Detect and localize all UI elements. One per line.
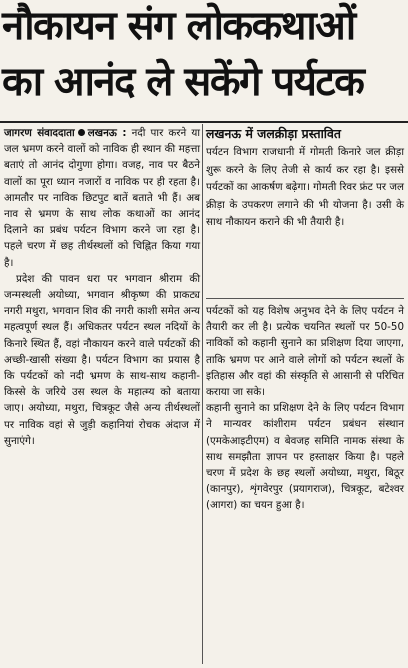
- paragraph-2: प्रदेश की पावन धरा पर भगवान श्रीराम की जन्मस्थली अयोध्या, भगवान श्रीकृष्ण की प्राकट्य नगरी मथुरा, भगवान शिव की नगरी काशी समेत अन्य महत्वपूर्ण स्थल हैं। अधिकतर पर्यटन स्थल नदियों के किनारे स्थित हैं, वहां नौकायन करने वाले पर्यटकों की अच्छी-खासी संख्या है। पर्यटन विभाग का प्रयास है कि पर्यटकों को नदी भ्रमण के साथ-साथ कहानी-किस्से के जरिये उस स्थल के महात्म्य को बताया जाए। अयोध्या, मथुरा, चित्रकूट जैसे अन्य तीर्थस्थलों पर नाविक वहां से जुड़ी कहानियां रोचक अंदाज में सुनाएंगे।: [4, 272, 200, 447]
- paragraph-3: पर्यटकों को यह विशेष अनुभव देने के लिए पर्यटन ने तैयारी कर ली है। प्रत्येक चयनित स्थलों पर 50-50 नाविकों को कहानी सुनाने का प्रशिक्षण दिया जाएगा, ताकि भ्रमण पर आने वाले लोगों को पर्यटन स्थलों के इतिहास और वहां की संस्कृति से आसानी से परिचित कराया जा सके।: [206, 305, 404, 399]
- sidebar-title: लखनऊ में जलक्रीड़ा प्रस्तावित: [206, 126, 341, 141]
- city-dateline: लखनऊ :: [87, 127, 127, 139]
- paragraph-4: कहानी सुनाने का प्रशिक्षण देने के लिए पर्यटन विभाग ने मान्यवर कांशीराम पर्यटन प्रबंधन संस्थान (एमकेआइटीएम) व बेवजह समिति नामक संस्था के साथ समझौता ज्ञापन पर हस्ताक्षर किया है। पहले चरण में प्रदेश के छह स्थलों अयोध्या, मथुरा, बिठूर (कानपुर), शृंगवेरपुर (प्रयागराज), चित्रकूट, बटेश्वर (आगरा) का चयन हुआ है।: [206, 402, 404, 512]
- headline-line-1: नौकायन संग लोककथाओं: [2, 3, 355, 49]
- left-column: [4, 125, 200, 449]
- column-divider: [202, 124, 203, 664]
- bullet-icon: [78, 129, 85, 136]
- headline-line-2: का आनंद ले सकेंगे पर्यटक: [2, 59, 364, 105]
- sidebar-body: पर्यटन विभाग राजधानी में गोमती किनारे जल क्रीड़ा शुरू करने के लिए तेजी से कार्य कर रहा है। इससे पर्यटकों का आकर्षण बढ़ेगा। गोमती रिवर फ्रंट पर जल क्रीड़ा के उपकरण लगाने की भी योजना है। उसी के साथ नौकायन कराने की भी तैयारी है।: [206, 146, 404, 228]
- paragraph-1: नदी पार करने या जल भ्रमण करने वालों को नाविक ही स्थान की महत्ता बताएं तो आनंद दोगुणा होगा। वजह, नाव पर बैठने वालों का पूरा ध्यान नजारों व नाविक पर ही रहता है। आमतौर पर नाविक छिटपुट बातें बताते भी हैं। अब नाव से भ्रमण के साथ लोक कथाओं का आनंद दिलाने का प्रबंध पर्यटन विभाग करने जा रहा है। पहले चरण में छह तीर्थस्थलों को चिह्नित किया गया है।: [4, 127, 200, 269]
- right-column: [206, 303, 404, 514]
- dateline: जागरण संवाददाता: [4, 127, 75, 139]
- sidebar-divider: [206, 298, 404, 299]
- lead-paragraph: [4, 125, 200, 271]
- headline-rule: [0, 121, 408, 123]
- article-headline: [2, 0, 406, 112]
- sidebar-box: [206, 126, 404, 232]
